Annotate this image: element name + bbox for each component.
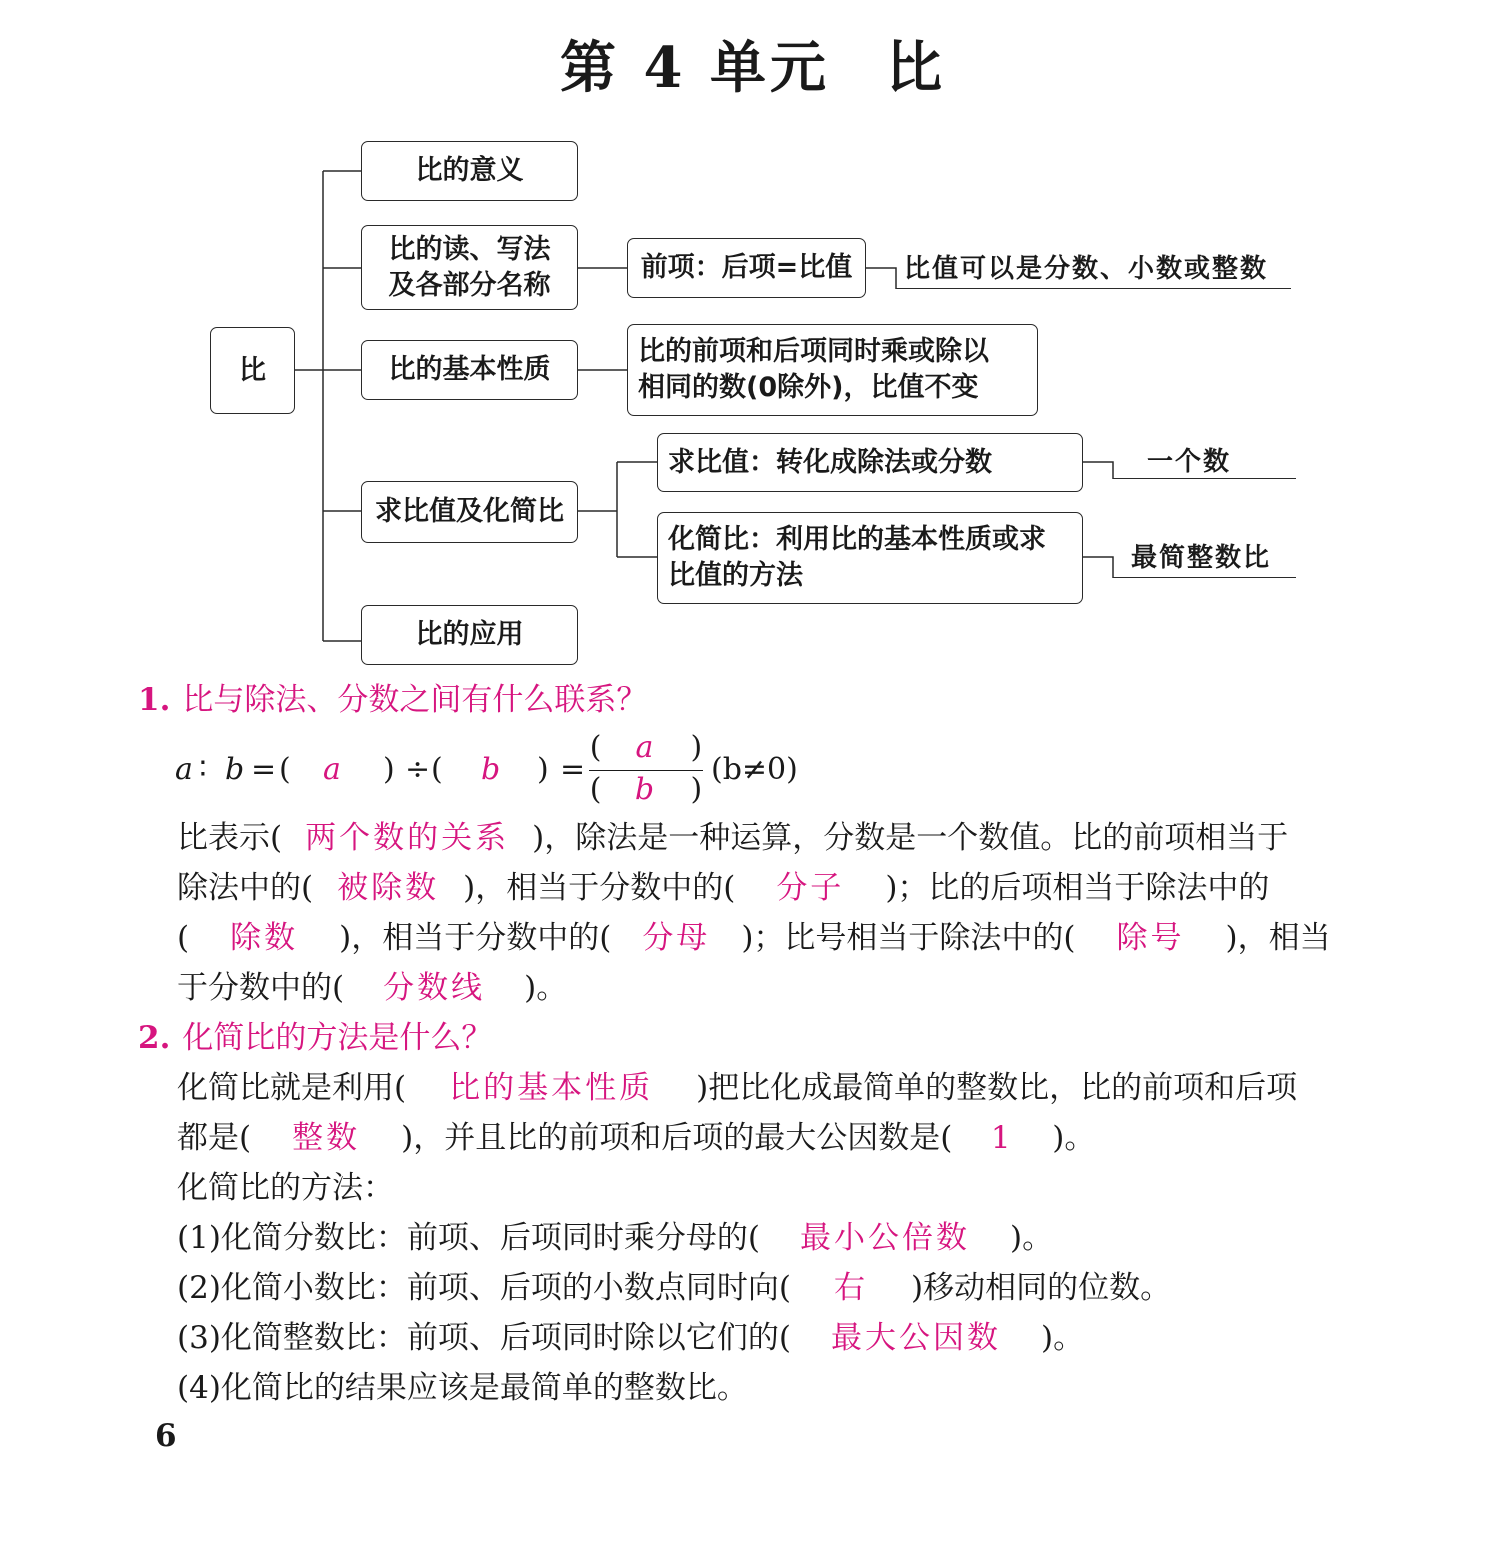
fraction-denominator	[585, 772, 707, 807]
q2-l2-post: )。	[1052, 1120, 1096, 1156]
q2-answer-1: 比的基本性质	[449, 1070, 654, 1106]
q2-l1-pre: 化简比就是利用(	[177, 1070, 407, 1106]
denominator-lp: (	[589, 772, 602, 807]
q2-l2-mid: )，并且比的前项和后项的最大公因数是(	[401, 1120, 953, 1156]
question-1-number: 1.	[138, 682, 171, 718]
unit-topic: 比	[885, 35, 946, 101]
formula-rp1: )	[383, 752, 395, 787]
q1-answer-5: 分母	[642, 920, 711, 956]
q1-p3-pre: (	[177, 920, 190, 956]
unit-label: 第 4 单元	[560, 35, 830, 101]
q2-answer-2: 整数	[292, 1120, 361, 1156]
formula-a: a	[175, 752, 193, 787]
q2-method-4: (4)化简比的结果应该是最简单的整数比。	[177, 1370, 748, 1406]
q2-l1-post: )把比化成最简单的整数比，比的前项和后项	[696, 1070, 1298, 1106]
numerator-rp: )	[690, 730, 703, 765]
branch-property: 比的基本性质	[361, 340, 578, 400]
ratio-formula	[175, 730, 875, 807]
q1-answer-7: 分数线	[383, 970, 486, 1006]
denominator-rp: )	[690, 772, 703, 807]
formula-eq1: =	[251, 752, 277, 787]
simplify-note: 最简整数比	[1113, 543, 1296, 578]
formula-colon: ∶	[199, 752, 207, 787]
q2-method-3	[177, 1318, 1084, 1358]
fraction-numerator	[585, 730, 707, 765]
q1-answer-2: 被除数	[337, 870, 440, 906]
question-2-text: 化简比的方法是什么？	[182, 1020, 493, 1056]
q2-l2-pre: 都是(	[177, 1120, 252, 1156]
q1-p2-mid: )，相当于分数中的(	[463, 870, 736, 906]
question-1	[138, 680, 647, 720]
denominator-answer: b	[634, 772, 658, 807]
q2-methods-title: 化简比的方法：	[177, 1170, 394, 1206]
q2-method-3-answer: 最大公因数	[831, 1320, 1002, 1356]
q2-line-2	[177, 1118, 1095, 1158]
q2-line-1	[177, 1068, 1297, 1108]
formula-b: b	[225, 752, 245, 787]
simplify-box	[657, 512, 1083, 604]
q2-answer-3: 1	[990, 1120, 1014, 1156]
q2-m2-post: )移动相同的位数。	[911, 1270, 1172, 1306]
q1-answer-1: 两个数的关系	[305, 820, 510, 856]
branch-read-write-line2: 及各部分名称	[388, 269, 551, 301]
q1-answer-3: 分子	[776, 870, 845, 906]
branch-simplify: 求比值及化简比	[361, 481, 578, 543]
q2-method-1	[177, 1218, 1053, 1258]
q1-p3-mid1: )，相当于分数中的(	[339, 920, 612, 956]
q1-p4-pre: 于分数中的(	[177, 970, 345, 1006]
ratio-value-box: 求比值：转化成除法或分数	[657, 433, 1083, 492]
q1-p4-post: )。	[524, 970, 568, 1006]
formula-eq2: =	[560, 752, 586, 787]
q2-m1-post: )。	[1010, 1220, 1054, 1256]
q1-p1-pre: 比表示(	[177, 820, 283, 856]
mindmap-root: 比	[210, 327, 295, 414]
formula-answer-b: b	[481, 752, 504, 787]
q1-p3-mid2: )；比号相当于除法中的(	[741, 920, 1076, 956]
branch-meaning: 比的意义	[361, 141, 578, 201]
simplify-box-line2: 比值的方法	[668, 560, 803, 591]
q2-m1-pre: (1)化简分数比：前项、后项同时乘分母的(	[177, 1220, 761, 1256]
q2-method-2	[177, 1268, 1171, 1308]
simplify-box-line1: 化简比：利用比的基本性质或求	[668, 524, 1046, 555]
formula-condition: (b≠0)	[711, 752, 798, 787]
formula-answer-a: a	[323, 752, 344, 787]
q2-method-2-answer: 右	[834, 1270, 869, 1306]
numerator-lp: (	[589, 730, 602, 765]
q1-p3-post: )，相当	[1225, 920, 1331, 956]
ratio-value-note: 一个数	[1113, 447, 1296, 479]
q1-line-2	[177, 868, 1269, 908]
q1-line-1	[177, 818, 1288, 858]
branch-read-write-line1: 比的读、写法	[388, 233, 551, 265]
formula-box: 前项：后项=比值	[627, 238, 866, 298]
q1-p1-post: )，除法是一种运算，分数是一个数值。比的前项相当于	[532, 820, 1289, 856]
formula-div: ÷	[405, 752, 431, 787]
formula-rp2: )	[537, 752, 549, 787]
q1-p2-post: )；比的后项相当于除法中的	[885, 870, 1270, 906]
branch-read-write	[361, 225, 578, 310]
q1-p2-pre: 除法中的(	[177, 870, 314, 906]
q1-line-4	[177, 968, 567, 1008]
formula-lp1: (	[279, 752, 291, 787]
question-1-text: 比与除法、分数之间有什么联系？	[182, 682, 648, 718]
q2-m2-pre: (2)化简小数比：前项、后项的小数点同时向(	[177, 1270, 792, 1306]
q2-m3-pre: (3)化简整数比：前项、后项同时除以它们的(	[177, 1320, 792, 1356]
fraction-bar	[589, 770, 703, 771]
page-number: 6	[155, 1418, 177, 1454]
q1-answer-6: 除号	[1116, 920, 1185, 956]
q2-m3-post: )。	[1041, 1320, 1085, 1356]
branch-application: 比的应用	[361, 605, 578, 665]
formula-note: 比值可以是分数、小数或整数	[896, 254, 1291, 289]
property-box	[627, 324, 1038, 416]
formula-lp2: (	[431, 752, 443, 787]
q1-line-3	[177, 918, 1331, 958]
property-box-line2: 相同的数(0除外)，比值不变	[638, 372, 979, 403]
question-2-number: 2.	[138, 1020, 171, 1056]
question-2	[138, 1018, 492, 1058]
q1-answer-4: 除数	[230, 920, 299, 956]
property-box-line1: 比的前项和后项同时乘或除以	[638, 336, 989, 367]
q2-method-1-answer: 最小公倍数	[800, 1220, 971, 1256]
numerator-answer: a	[635, 730, 657, 765]
